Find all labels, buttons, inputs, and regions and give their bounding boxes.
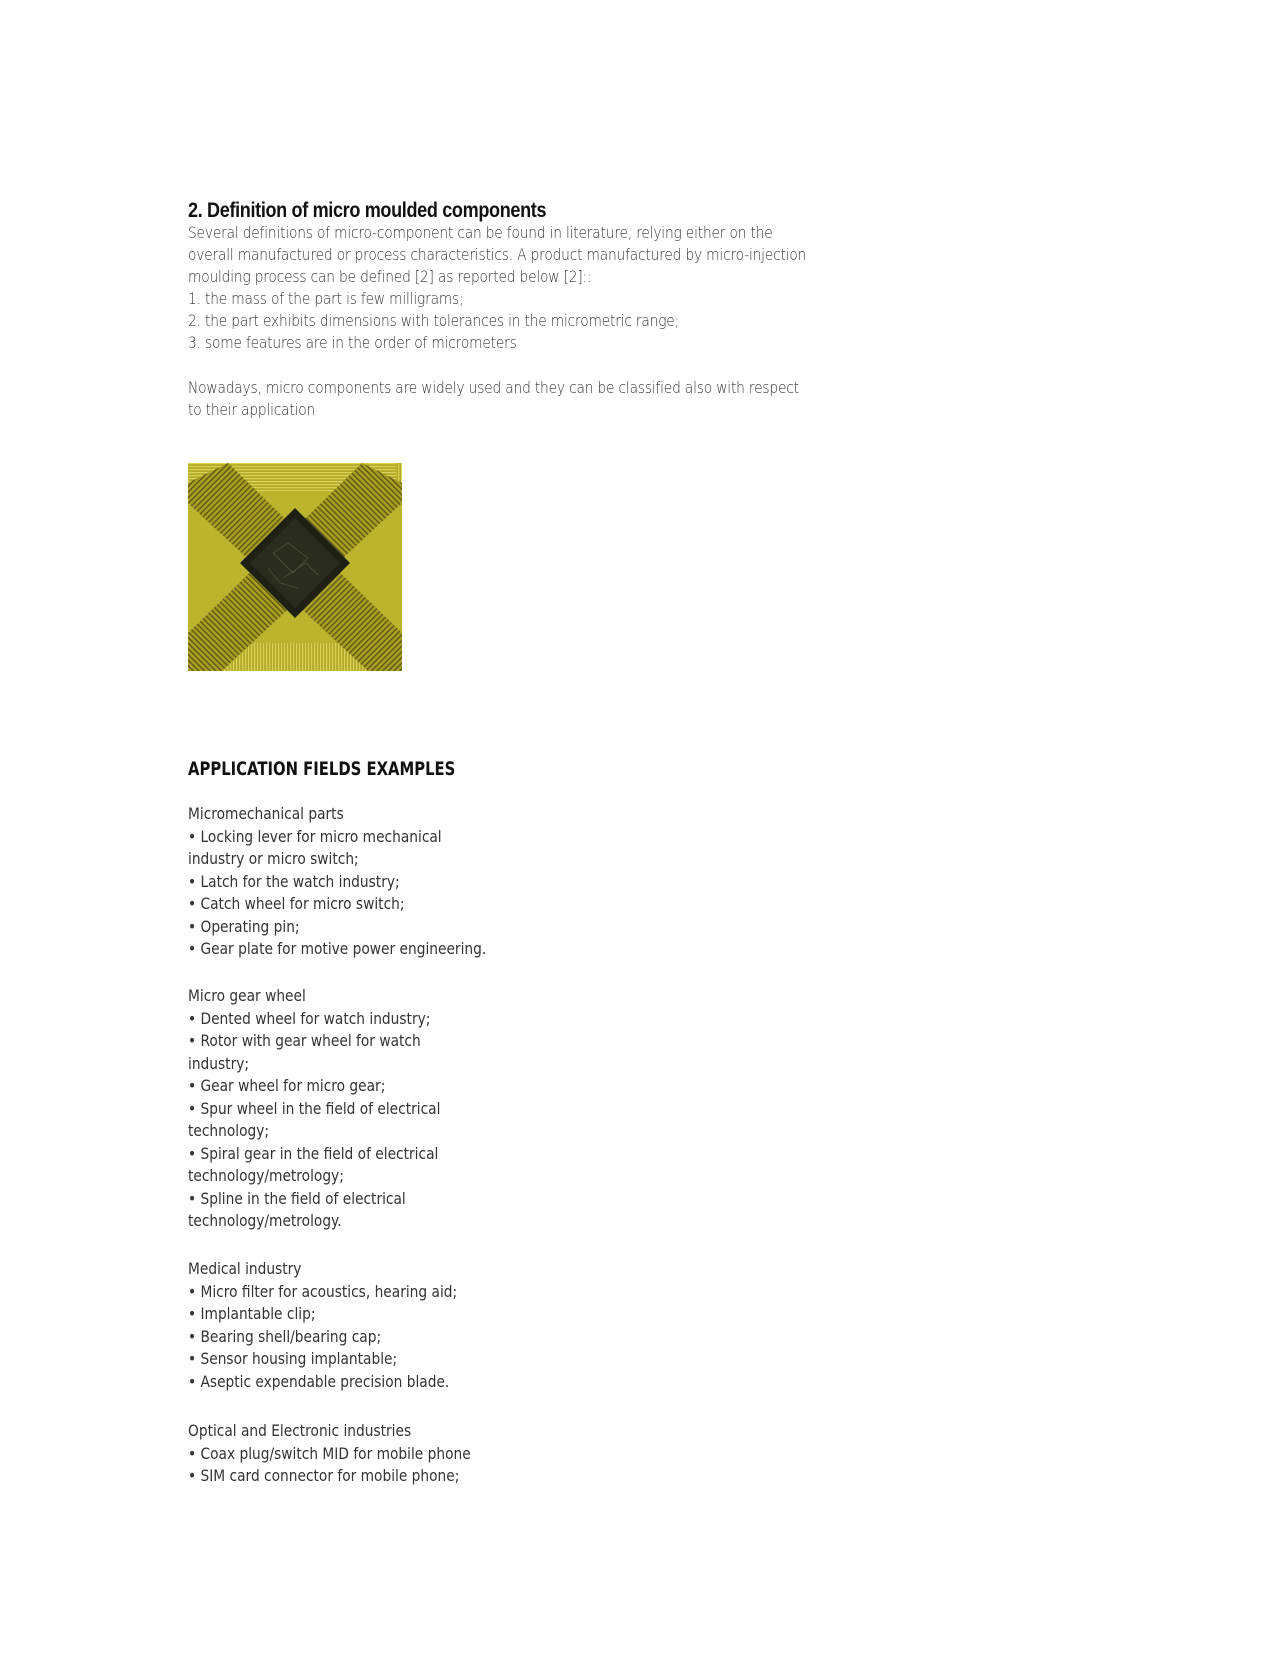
list-item: • Latch for the watch industry; <box>188 871 400 891</box>
list-item: • Gear wheel for micro gear; <box>188 1076 386 1095</box>
text-line: to their application <box>188 400 316 419</box>
list-item: • Rotor with gear wheel for watch <box>188 1031 421 1050</box>
micro-chip-illustration <box>188 463 402 671</box>
application-group <box>188 985 708 1233</box>
nowadays-paragraph <box>188 377 1048 421</box>
list-item: • Sensor housing implantable; <box>188 1349 398 1368</box>
micro-chip-photo <box>188 463 402 671</box>
group-title: Medical industry <box>188 1259 302 1278</box>
group-title: Micro gear wheel <box>188 986 306 1005</box>
list-item: • Coax plug/switch MID for mobile phone <box>188 1443 471 1463</box>
list-item: • Bearing shell/bearing cap; <box>188 1326 382 1346</box>
section-heading: 2. Definition of micro moulded components <box>188 199 547 222</box>
text-line: Several definitions of micro-component can be found in literature, relying either on the <box>188 223 773 242</box>
group-title: Optical and Electronic industries <box>188 1421 412 1440</box>
list-item: • Spur wheel in the field of electrical <box>188 1098 441 1118</box>
list-item: • Spline in the field of electrical <box>188 1188 406 1208</box>
list-item: • Catch wheel for micro switch; <box>188 894 405 913</box>
list-item: • Locking lever for micro mechanical <box>188 826 442 846</box>
list-item: • Micro filter for acoustics, hearing aid; <box>188 1281 458 1301</box>
list-item: technology/metrology; <box>188 1166 344 1185</box>
application-group <box>188 803 708 961</box>
list-item: technology; <box>188 1121 270 1140</box>
application-group <box>188 1420 708 1488</box>
list-item: • Operating pin; <box>188 916 300 936</box>
text-line: moulding process can be defined [2] as reported below [2]:: <box>188 267 592 286</box>
list-item: industry; <box>188 1053 250 1073</box>
list-item: • SIM card connector for mobile phone; <box>188 1466 460 1485</box>
application-group <box>188 1258 708 1393</box>
list-item: • Implantable clip; <box>188 1304 316 1323</box>
list-item: • Gear plate for motive power engineering. <box>188 939 487 958</box>
text-line: 1. the mass of the part is few milligrams; <box>188 289 464 308</box>
list-item: industry or micro switch; <box>188 849 359 868</box>
group-title: Micromechanical parts <box>188 804 344 823</box>
list-item: • Spiral gear in the field of electrical <box>188 1143 439 1163</box>
list-item: • Aseptic expendable precision blade. <box>188 1371 450 1391</box>
application-heading: APPLICATION FIELDS EXAMPLES <box>188 758 456 780</box>
list-item: technology/metrology. <box>188 1211 342 1230</box>
text-line: overall manufactured or process characteristics. A product manufactured by micro-injection <box>188 245 807 264</box>
text-line: 2. the part exhibits dimensions with tolerances in the micrometric range; <box>188 311 680 330</box>
intro-paragraph <box>188 222 1048 354</box>
text-line: 3. some features are in the order of micrometers <box>188 333 517 352</box>
text-line: Nowadays, micro components are widely used and they can be classified also with respect <box>188 378 799 397</box>
list-item: • Dented wheel for watch industry; <box>188 1008 431 1028</box>
